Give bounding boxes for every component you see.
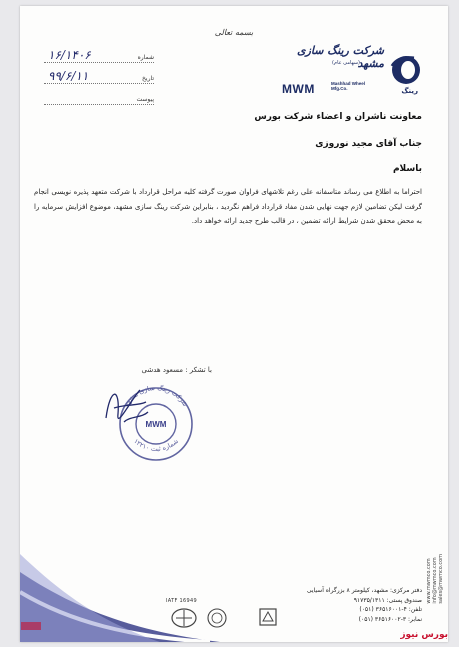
date-row: [44, 67, 154, 84]
footer-stamp-mark: [20, 620, 42, 634]
letter-meta: [44, 46, 154, 109]
recipient-line2: جناب آقای مجید نوروزی: [315, 139, 422, 149]
number-label: شماره: [137, 54, 154, 61]
office-address: دفتر مرکزی: مشهد، کیلومتر ۸ بزرگراه آسیایی: [306, 587, 422, 594]
closing: [142, 366, 212, 374]
side-email: info@mwmco.com: [432, 557, 438, 604]
signature-icon: [96, 378, 156, 438]
signer-name: مسعود هدشی: [141, 366, 183, 374]
fax-number: نمابر: ۳-۳۶۵۱۶۰۰۲ (۰۵۱): [358, 615, 422, 623]
date-label: تاریخ: [142, 75, 154, 82]
company-logo: [282, 40, 422, 98]
company-name-en: MWM: [282, 82, 315, 96]
phone-number: تلفن: ۴-۳۶۵۱۶۰۰۱ (۰۵۱): [359, 606, 422, 614]
seal-text-bottom: شماره ثبت ۱۲۲۱۰: [132, 437, 180, 453]
bourse-news-watermark: بورس نیوز: [400, 630, 448, 640]
side-web: www.mwmco.com: [426, 558, 432, 604]
side-email2: sales@mwmco.com: [438, 554, 444, 604]
seal-center-text: MWM: [145, 420, 167, 429]
thanks-label: با تشکر :: [185, 366, 212, 374]
company-sub-fa: (سهامی عام): [332, 60, 360, 66]
side-contact: [426, 554, 444, 604]
footer-address: [272, 586, 422, 624]
attachment-label: پیوست: [136, 96, 154, 103]
basmala: بسمه تعالی: [214, 28, 254, 37]
decorative-swoosh: [20, 532, 220, 642]
attachment-row: [44, 88, 154, 105]
seal-text-top: شرکت رینگ سازی مشهد: [122, 383, 190, 408]
recipient-line1: معاونت ناشران و اعضاء شرکت بورس: [254, 112, 422, 122]
number-value: ۱۶/۱۴۰۶: [48, 48, 91, 62]
small-stamp-icon: [20, 620, 42, 632]
company-name-fa: شرکت رینگ سازی مشهد: [296, 44, 384, 70]
date-value: ۹۹/۶/۱۱: [48, 69, 89, 83]
cert-label: IATF 16949: [166, 598, 197, 604]
number-row: [44, 46, 154, 63]
greeting: باسلام: [392, 164, 422, 174]
svg-text:شماره ثبت ۱۲۲۱۰: [132, 437, 180, 453]
letter-page: [20, 6, 448, 642]
company-sub-en: Mashhad Wheel Mfg.Co.: [331, 81, 366, 91]
emblem-text: رینگ: [401, 87, 418, 95]
letter-body: احتراما به اطلاع می رساند متاسفانه علی رغم تلاشهای فراوان صورت گرفته کلیه مراحل قرارداد با شرکت متعهد پذیره نویسی انجام گرفت لیکن تضامین لازم جهت نهایی شدن مفاد قرارداد فراهم نگردید ، بنابراین شرکت رینگ سازی مشهد، موضوع افزایش سرمایه را به محض محقق شدن شرایط ارائه تضمین ، در قالب طرح جدید ارائه خواهد داد.: [34, 188, 422, 225]
standard-mark-icon: [258, 607, 278, 627]
po-box: صندوق پستی: ۹۱۷۳۵/۱۳۱۱: [353, 596, 422, 604]
